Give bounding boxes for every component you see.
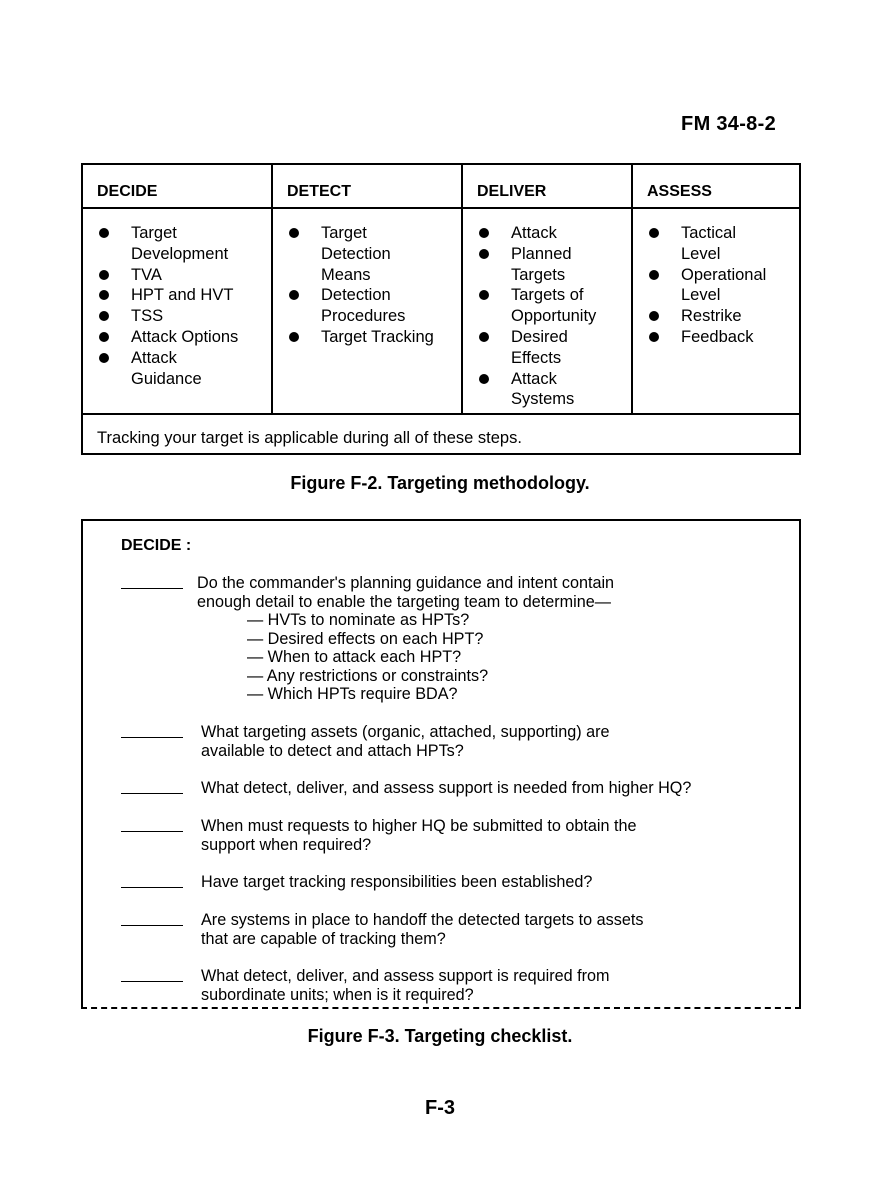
figure-caption: Figure F-2. Targeting methodology. (290, 473, 590, 493)
list-item: Target Tracking (287, 327, 459, 348)
checkbox-blank[interactable] (121, 887, 183, 888)
checkbox-blank[interactable] (121, 981, 183, 982)
list-item: Attack Guidance (97, 348, 269, 390)
list-item: Tactical Level (647, 223, 797, 265)
list-item: Attack Systems (477, 369, 629, 411)
column-header: DELIVER (477, 183, 547, 200)
page-number: F-3 (425, 1097, 455, 1119)
question-text: Do the commander's planning guidance and intent contain enough detail to enable the targeting team to determine— (197, 574, 615, 611)
sub-item: — When to attack each HPT? (247, 648, 462, 667)
list-item: Operational Level (647, 265, 797, 307)
list-item: Desired Effects (477, 327, 629, 369)
checkbox-blank[interactable] (121, 831, 183, 832)
question-text: When must requests to higher HQ be submitted to obtain the support when required? (201, 817, 637, 854)
list-item: HPT and HVT (97, 285, 269, 306)
column-detect (273, 165, 463, 413)
list-item: Targets of Opportunity (477, 285, 629, 327)
targeting-checklist-box (81, 519, 801, 1009)
section-title: DECIDE : (121, 537, 192, 554)
column-assess (633, 165, 799, 413)
sub-item: — Any restrictions or constraints? (247, 666, 489, 685)
sub-list (247, 611, 488, 704)
column-header: DETECT (287, 183, 351, 200)
list-item: TSS (97, 306, 269, 327)
table-footer (83, 413, 799, 453)
column-header: DECIDE (97, 183, 158, 200)
column-deliver (463, 165, 633, 413)
checkbox-blank[interactable] (121, 588, 183, 589)
checkbox-blank[interactable] (121, 793, 183, 794)
question-text: Are systems in place to handoff the detected targets to assets that are capable of tracking them? (201, 911, 644, 948)
list-item: Planned Targets (477, 244, 629, 286)
list-item: Detection Procedures (287, 285, 459, 327)
targeting-methodology-table (81, 163, 801, 455)
list-item: Target Development (97, 223, 269, 265)
question-text: What detect, deliver, and assess support is required from subordinate units; when is it required? (201, 967, 610, 1004)
bullet-list (477, 223, 629, 410)
checkbox-blank[interactable] (121, 737, 183, 738)
sub-item: — HVTs to nominate as HPTs? (247, 611, 470, 629)
checkbox-blank[interactable] (121, 925, 183, 926)
list-item: TVA (97, 265, 269, 286)
document-id: FM 34-8-2 (681, 113, 776, 135)
bullet-list (647, 223, 797, 348)
figure-caption: Figure F-3. Targeting checklist. (307, 1026, 573, 1046)
list-item: Target Detection Means (287, 223, 459, 285)
footer-note: Tracking your target is applicable during all of these steps. (97, 429, 522, 447)
question-text: What detect, deliver, and assess support is needed from higher HQ? (201, 779, 692, 797)
list-item: Attack (477, 223, 629, 244)
bullet-list (287, 223, 459, 348)
question-text: Have target tracking responsibilities been established? (201, 873, 593, 891)
list-item: Restrike (647, 306, 797, 327)
question-text: What targeting assets (organic, attached, supporting) are available to detect and attach HPTs? (201, 723, 610, 760)
bullet-list (97, 223, 269, 389)
list-item: Feedback (647, 327, 797, 348)
sub-item: — Which HPTs require BDA? (247, 685, 458, 704)
sub-item: — Desired effects on each HPT? (247, 629, 484, 648)
column-header: ASSESS (647, 183, 712, 200)
column-decide (83, 165, 273, 413)
list-item: Attack Options (97, 327, 269, 348)
